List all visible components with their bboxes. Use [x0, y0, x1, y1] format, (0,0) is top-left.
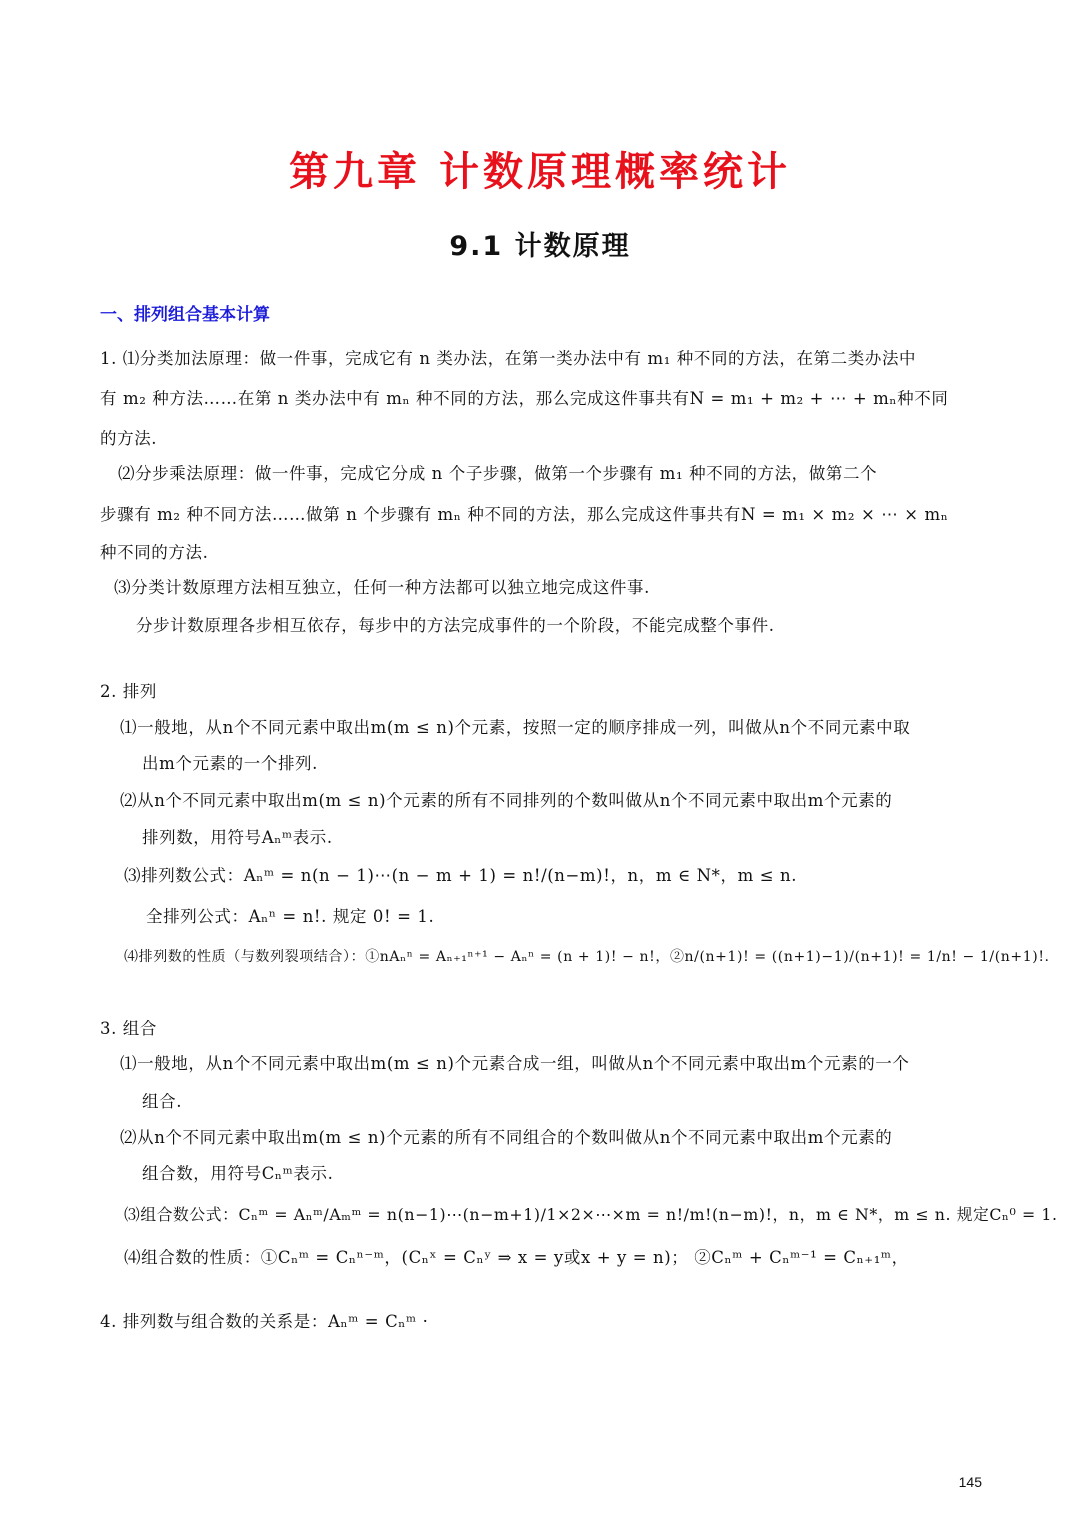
paragraph-line: ⑴一般地，从n个不同元素中取出m(m ≤ n)个元素合成一组，叫做从n个不同元素中取出m个元素的一个 — [120, 1054, 910, 1073]
paragraph-line: ⑵分步乘法原理：做一件事，完成它分成 n 个子步骤，做第一个步骤有 m₁ 种不同的方法，做第二个 — [118, 464, 878, 483]
paragraph-line: 的方法. — [100, 429, 158, 448]
section-title: 9.1 计数原理 — [449, 231, 631, 262]
formula-line: ⑶排列数公式：Aₙᵐ = n(n − 1)⋯(n − m + 1) = n!/(n−m)!，n，m ∈ N*，m ≤ n. — [124, 866, 798, 885]
formula-line: ⑶组合数公式：Cₙᵐ = Aₙᵐ/Aₘᵐ = n(n−1)⋯(n−m+1)/1×2×⋯×m = n!/m!(n−m)!，n，m ∈ N*，m ≤ n. 规定Cₙ⁰ = 1. — [124, 1205, 1058, 1224]
paragraph-line: 出m个元素的一个排列. — [142, 754, 318, 773]
paragraph-line: ⑵从n个不同元素中取出m(m ≤ n)个元素的所有不同排列的个数叫做从n个不同元素中取出m个元素的 — [120, 791, 893, 810]
item-heading: 2. 排列 — [100, 682, 157, 701]
paragraph-line: 步骤有 m₂ 种不同方法……做第 n 个步骤有 mₙ 种不同的方法，那么完成这件事共有N = m₁ × m₂ × ⋯ × mₙ — [100, 505, 949, 524]
chapter-title: 第九章 计数原理概率统计 — [289, 148, 791, 195]
page-number: 145 — [958, 1474, 982, 1490]
formula-line: 全排列公式：Aₙⁿ = n!. 规定 0! = 1. — [146, 907, 435, 926]
paragraph-line: ⑵从n个不同元素中取出m(m ≤ n)个元素的所有不同组合的个数叫做从n个不同元素中取出m个元素的 — [120, 1128, 893, 1147]
formula-line: ⑷排列数的性质（与数列裂项结合）：①nAₙⁿ = Aₙ₊₁ⁿ⁺¹ − Aₙⁿ = (n + 1)! − n!，②n/(n+1)! = ((n+1)−1)/(n+1)! = 1/n! − 1/(n+1)!. — [124, 949, 1050, 965]
paragraph-line: ⑴一般地，从n个不同元素中取出m(m ≤ n)个元素，按照一定的顺序排成一列，叫做从n个不同元素中取 — [120, 718, 911, 737]
paragraph-line: ⑶分类计数原理方法相互独立，任何一种方法都可以独立地完成这件事. — [114, 578, 650, 597]
subsection-heading: 一、排列组合基本计算 — [100, 305, 270, 325]
paragraph-line: 有 m₂ 种方法……在第 n 类办法中有 mₙ 种不同的方法，那么完成这件事共有N = m₁ + m₂ + ⋯ + mₙ种不同 — [100, 389, 949, 408]
paragraph-line: 组合. — [142, 1092, 183, 1111]
paragraph-line: 1. ⑴分类加法原理：做一件事，完成它有 n 类办法，在第一类办法中有 m₁ 种不同的方法，在第二类办法中 — [100, 349, 917, 368]
item-heading: 4. 排列数与组合数的关系是：Aₙᵐ = Cₙᵐ · — [100, 1312, 429, 1331]
paragraph-line: 分步计数原理各步相互依存，每步中的方法完成事件的一个阶段，不能完成整个事件. — [136, 616, 775, 635]
paragraph-line: 种不同的方法. — [100, 543, 209, 562]
paragraph-line: 组合数，用符号Cₙᵐ表示. — [142, 1164, 334, 1183]
paragraph-line: 排列数，用符号Aₙᵐ表示. — [142, 828, 333, 847]
item-heading: 3. 组合 — [100, 1019, 157, 1038]
formula-line: ⑷组合数的性质：①Cₙᵐ = Cₙⁿ⁻ᵐ，(Cₙˣ = Cₙʸ ⇒ x = y或x + y = n)； ②Cₙᵐ + Cₙᵐ⁻¹ = Cₙ₊₁ᵐ， — [124, 1248, 909, 1267]
